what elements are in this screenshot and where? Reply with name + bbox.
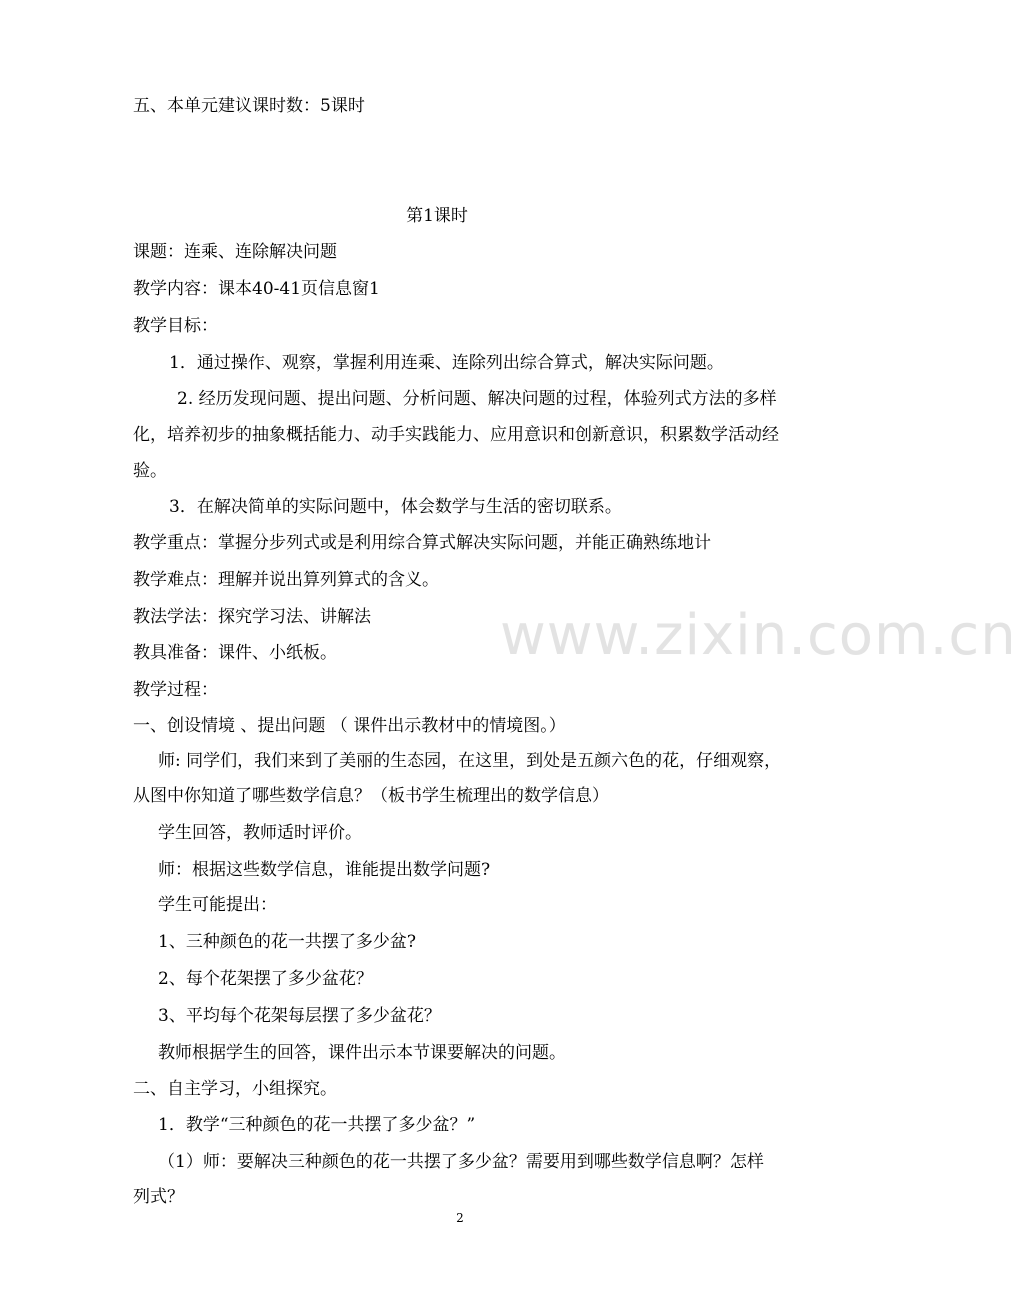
- topic-line: 课题：连乘、连除解决问题: [133, 242, 337, 262]
- page-number: 2: [456, 1211, 464, 1225]
- teaching-item-1: 1．教学“三种颜色的花一共摆了多少盆？”: [158, 1115, 476, 1135]
- section-heading-lesson-count: 五、本单元建议课时数：5课时: [133, 96, 365, 116]
- materials-line: 教具准备：课件、小纸板。: [133, 643, 337, 663]
- question-1: 1、三种颜色的花一共摆了多少盆?: [158, 932, 416, 952]
- objective-2-line-3: 验。: [133, 461, 167, 481]
- teaching-item-1-q-line-2: 列式？: [133, 1187, 184, 1207]
- objective-2-line-1: 2. 经历发现问题、提出问题、分析问题、解决问题的过程，体验列式方法的多样: [177, 389, 777, 409]
- objective-3: 3．在解决简单的实际问题中，体会数学与生活的密切联系。: [169, 497, 622, 517]
- process-heading: 教学过程：: [133, 680, 218, 700]
- content-line: 教学内容：课本40-41页信息窗1: [133, 279, 380, 299]
- method-line: 教法学法：探究学习法、讲解法: [133, 607, 371, 627]
- teacher-question-line: 师：根据这些数学信息，谁能提出数学问题?: [158, 860, 491, 880]
- section-2-heading: 二、自主学习，小组探究。: [133, 1079, 337, 1099]
- section-1-heading: 一、创设情境 、提出问题 （ 课件出示教材中的情境图。）: [133, 716, 566, 736]
- teacher-line-1: 师: 同学们，我们来到了美丽的生态园，在这里，到处是五颜六色的花，仔细观察，: [158, 751, 782, 771]
- teacher-courseware-line: 教师根据学生的回答，课件出示本节课要解决的问题。: [158, 1043, 566, 1063]
- key-point-line: 教学重点：掌握分步列式或是利用综合算式解决实际问题，并能正确熟练地计: [133, 533, 711, 553]
- objective-2-line-2: 化，培养初步的抽象概括能力、动手实践能力、应用意识和创新意识，积累数学活动经: [133, 425, 779, 445]
- difficulty-line: 教学难点：理解并说出算列算式的含义。: [133, 570, 439, 590]
- student-possible-line: 学生可能提出：: [158, 895, 277, 915]
- objective-1: 1．通过操作、观察，掌握利用连乘、连除列出综合算式，解决实际问题。: [169, 353, 724, 373]
- teaching-item-1-q-line-1: （1）师：要解决三种颜色的花一共摆了多少盆？需要用到哪些数学信息啊？怎样: [158, 1152, 764, 1172]
- lesson-title: 第1课时: [406, 206, 468, 226]
- student-answer-line: 学生回答，教师适时评价。: [158, 823, 362, 843]
- objectives-heading: 教学目标：: [133, 316, 218, 336]
- question-2: 2、每个花架摆了多少盆花？: [158, 969, 373, 989]
- teacher-line-2: 从图中你知道了哪些数学信息？（板书学生梳理出的数学信息）: [133, 786, 609, 806]
- watermark: www.zixin.com.cn: [500, 603, 1017, 668]
- question-3: 3、平均每个花架每层摆了多少盆花？: [158, 1006, 441, 1026]
